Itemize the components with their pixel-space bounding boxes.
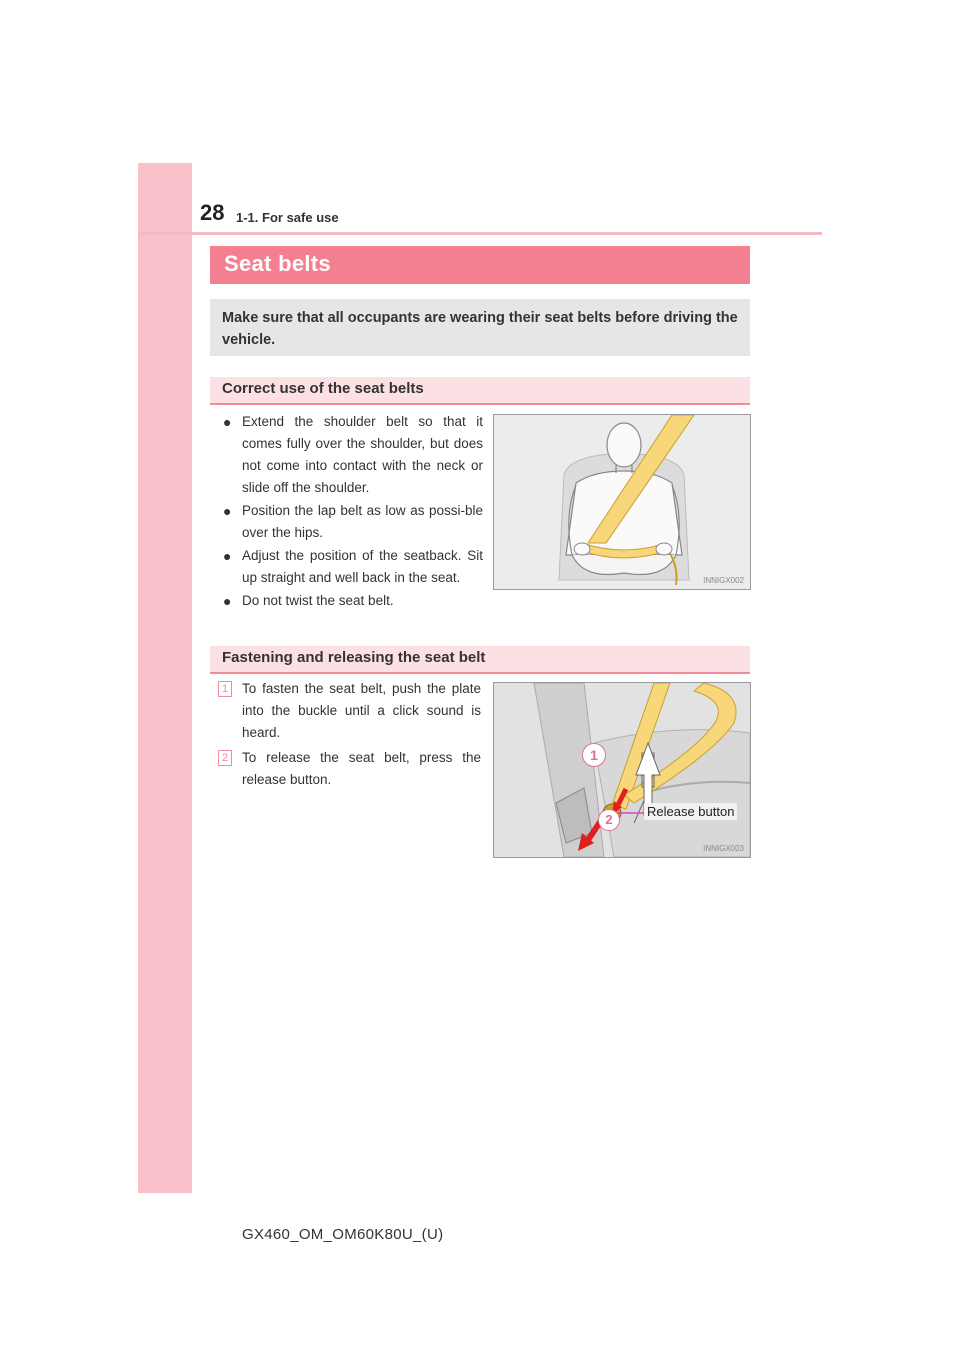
step-text: To fasten the seat belt, push the plate into the buckle until a click sound is heard. xyxy=(242,681,481,740)
marker-2: 2 xyxy=(598,809,620,831)
intro-box: Make sure that all occupants are wearing their seat belts before driving the vehicle. xyxy=(210,299,750,356)
step-item xyxy=(218,747,481,791)
section-heading-text: Fastening and releasing the seat belt xyxy=(222,649,486,666)
bullet-dot-icon: ● xyxy=(223,414,232,430)
section-heading-correct-use xyxy=(210,377,750,405)
side-band xyxy=(138,163,192,1193)
bullet-item: ● Position the lap belt as low as possi-ble over the hips. xyxy=(223,500,483,544)
marker-1: 1 xyxy=(582,743,606,767)
bullet-item: ● Extend the shoulder belt so that it comes fully over the shoulder, but does not come into contact with the neck or slide off the shoulder. xyxy=(223,411,483,499)
step-number: 1 xyxy=(218,681,232,697)
header-rule xyxy=(138,232,822,235)
section-reference: 1-1. For safe use xyxy=(236,210,339,225)
bullet-dot-icon: ● xyxy=(223,593,232,609)
bullet-item: ● Adjust the position of the seatback. Sit up straight and well back in the seat. xyxy=(223,545,483,589)
step-number: 2 xyxy=(218,750,232,766)
bullet-dot-icon: ● xyxy=(223,548,232,564)
bullet-dot-icon: ● xyxy=(223,503,232,519)
section-heading-text: Correct use of the seat belts xyxy=(222,380,424,397)
figure-buckle xyxy=(493,682,751,858)
title-bar xyxy=(210,246,750,284)
correct-use-bullets xyxy=(223,411,483,613)
occupant-illustration xyxy=(494,415,750,589)
release-button-callout: Release button xyxy=(644,803,737,820)
section-heading-fastening xyxy=(210,646,750,674)
fastening-steps xyxy=(218,678,481,794)
figure-code: INNIGX002 xyxy=(703,576,744,585)
page-title: Seat belts xyxy=(224,251,331,276)
document-code: GX460_OM_OM60K80U_(U) xyxy=(242,1226,444,1243)
buckle-illustration xyxy=(494,683,750,857)
figure-code: INNIGX003 xyxy=(703,844,744,853)
bullet-item: ● Do not twist the seat belt. xyxy=(223,590,483,612)
figure-correct-seat-belt xyxy=(493,414,751,590)
step-text: To release the seat belt, press the release button. xyxy=(242,750,481,787)
page-number: 28 xyxy=(200,200,225,225)
step-item xyxy=(218,678,481,744)
